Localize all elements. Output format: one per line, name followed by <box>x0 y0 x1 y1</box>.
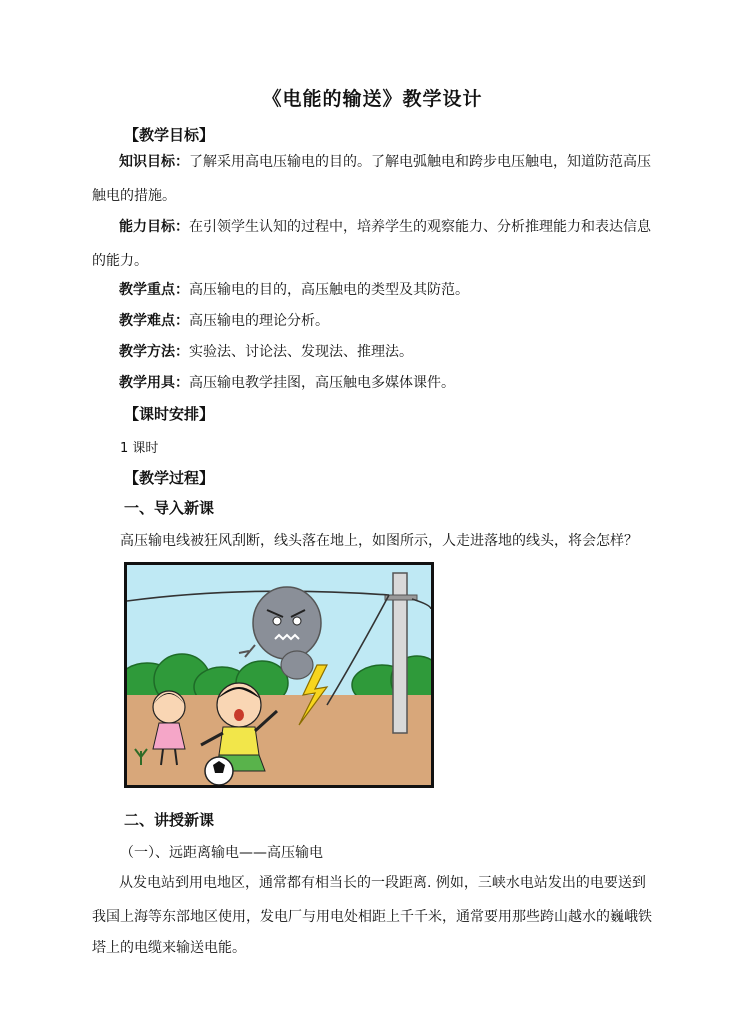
cartoon-illustration <box>124 562 434 788</box>
part2-paragraph-line-3: 塔上的电缆来输送电能。 <box>92 940 246 956</box>
part2-paragraph-line-1: 从发电站到用电地区，通常都有相当长的一段距离. 例如，三峡水电站发出的电要送到 <box>119 875 646 891</box>
ability-goal-continuation: 的能力。 <box>92 253 148 269</box>
tools-line <box>92 368 689 398</box>
section-process-heading: 【教学过程】 <box>124 469 215 487</box>
part1-heading: 一、导入新课 <box>124 499 215 517</box>
section-schedule-heading: 【课时安排】 <box>124 405 215 423</box>
soccer-ball <box>205 757 233 785</box>
methods-text: 实验法、讨论法、发现法、推理法。 <box>189 344 413 360</box>
knowledge-goal-text: 了解采用高电压输电的目的。了解电弧触电和跨步电压触电，知道防范高压 <box>189 154 651 170</box>
methods-label: 教学方法： <box>119 344 189 360</box>
knowledge-goal-line <box>92 147 689 177</box>
document-title: 《电能的输送》教学设计 <box>262 88 483 110</box>
knowledge-goal-continuation: 触电的措施。 <box>92 188 176 204</box>
tools-label: 教学用具： <box>119 375 189 391</box>
difficulty-line <box>92 306 689 336</box>
difficulty-label: 教学难点： <box>119 313 189 329</box>
part2-subheading: （一）、远距离输电——高压输电 <box>120 845 323 861</box>
ability-goal-label: 能力目标： <box>119 219 189 235</box>
tools-text: 高压输电教学挂图，高压触电多媒体课件。 <box>189 375 455 391</box>
ability-goal-text: 在引领学生认知的过程中，培养学生的观察能力、分析推理能力和表达信息 <box>189 219 651 235</box>
key-point-label: 教学重点： <box>119 282 189 298</box>
cartoon-illustration-svg <box>127 565 431 785</box>
section-objectives-heading: 【教学目标】 <box>124 126 215 144</box>
difficulty-text: 高压输电的理论分析。 <box>189 313 329 329</box>
key-point-line <box>92 275 689 305</box>
class-hours: 1 课时 <box>120 441 159 456</box>
knowledge-goal-label: 知识目标： <box>119 154 189 170</box>
key-point-text: 高压输电的目的，高压触电的类型及其防范。 <box>189 282 469 298</box>
part2-heading: 二、讲授新课 <box>124 811 215 829</box>
part1-question: 高压输电线被狂风刮断，线头落在地上，如图所示，人走进落地的线头，将会怎样？ <box>120 533 638 549</box>
part2-paragraph-line-2: 我国上海等东部地区使用，发电厂与用电处相距上千千米，通常要用那些跨山越水的巍峨铁 <box>92 909 652 925</box>
ability-goal-line <box>92 212 689 242</box>
methods-line <box>92 337 689 367</box>
